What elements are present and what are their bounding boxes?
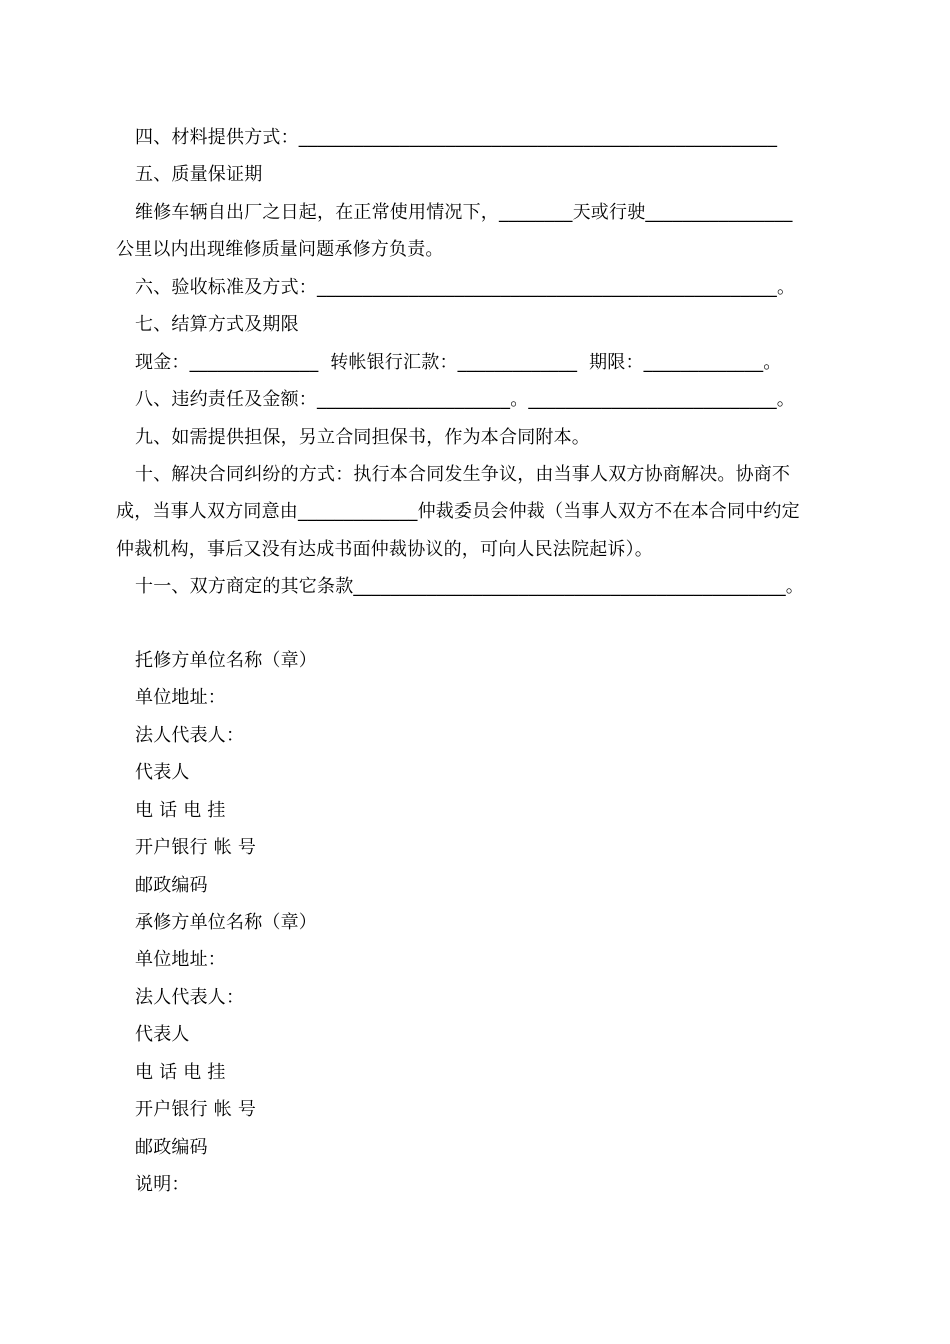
- contractor-name: 承修方单位名称（章）: [135, 912, 317, 933]
- client-agent: 代表人: [135, 762, 190, 783]
- contractor-bank: 开户银行 帐 号: [135, 1099, 257, 1120]
- client-name: 托修方单位名称（章）: [135, 650, 317, 671]
- contractor-phone: 电 话 电 挂: [135, 1062, 226, 1083]
- clause-other: 十一、双方商定的其它条款_______________________________________________。: [135, 576, 804, 597]
- clause-acceptance: 六、验收标准及方式：__________________________________________________。: [135, 277, 796, 298]
- client-phone: 电 话 电 挂: [135, 800, 226, 821]
- clause-breach: 八、违约责任及金额：_____________________。___________________________。: [135, 389, 795, 410]
- clause-guarantee: 九、如需提供担保，另立合同担保书，作为本合同附本。: [135, 427, 590, 448]
- contractor-address: 单位地址：: [135, 949, 226, 970]
- contractor-agent: 代表人: [135, 1024, 190, 1045]
- clause-settlement-text: 现金：______________ 转帐银行汇款：_____________ 期限：_____________。: [135, 352, 782, 373]
- clause-settlement-title: 七、结算方式及期限: [135, 314, 299, 335]
- client-legal-rep: 法人代表人：: [135, 725, 245, 746]
- notes-label: 说明：: [135, 1174, 190, 1195]
- clause-material: 四、材料提供方式：____________________________________________________: [135, 127, 778, 148]
- client-postcode: 邮政编码: [135, 875, 208, 896]
- contractor-legal-rep: 法人代表人：: [135, 987, 245, 1008]
- client-bank: 开户银行 帐 号: [135, 837, 257, 858]
- client-address: 单位地址：: [135, 687, 226, 708]
- clause-quality-text: 维修车辆自出厂之日起，在正常使用情况下，________天或行驶________________: [135, 202, 793, 223]
- clause-dispute-cont-2: 仲裁机构，事后又没有达成书面仲裁协议的，可向人民法院起诉）。: [116, 539, 653, 560]
- clause-dispute-cont-1: 成，当事人双方同意由_____________仲裁委员会仲裁（当事人双方不在本合同中约定: [116, 501, 800, 522]
- clause-quality-title: 五、质量保证期: [135, 164, 263, 185]
- contractor-postcode: 邮政编码: [135, 1137, 208, 1158]
- clause-quality-text-cont: 公里以内出现维修质量问题承修方负责。: [116, 239, 444, 260]
- clause-dispute: 十、解决合同纠纷的方式：执行本合同发生争议，由当事人双方协商解决。协商不: [135, 464, 791, 485]
